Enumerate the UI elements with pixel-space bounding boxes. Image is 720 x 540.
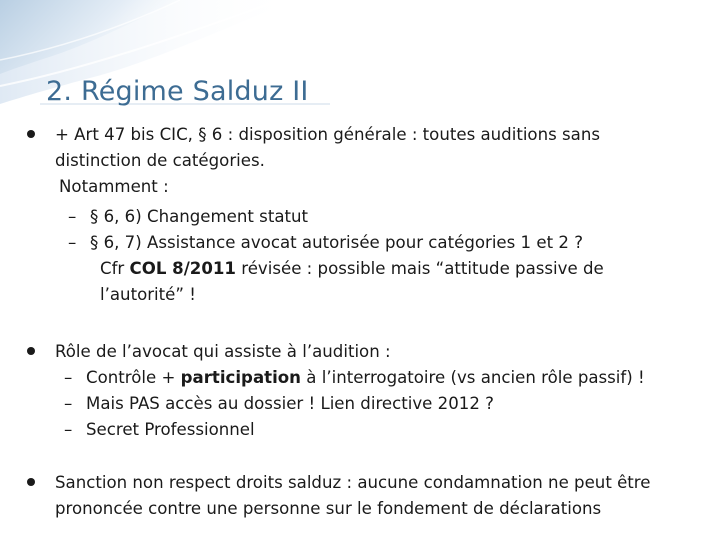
bullet-marker — [27, 347, 35, 355]
continuation-line — [55, 282, 604, 308]
text-span: révisée : possible mais “attitude passive de — [235, 259, 604, 278]
text-span: Mais PAS accès au dossier ! Lien directive 2012 ? — [86, 394, 494, 413]
bold-text: participation — [180, 368, 301, 387]
sub-item — [64, 417, 645, 443]
dash-marker: – — [64, 420, 73, 439]
sub-item — [64, 365, 645, 391]
bullet-sanction — [55, 470, 650, 522]
text-span: l’autorité” ! — [100, 285, 196, 304]
sub-item-text: § 6, 6) Changement statut — [90, 207, 309, 226]
dash-marker: – — [68, 207, 77, 226]
text-span: Secret Professionnel — [86, 420, 255, 439]
text-span: à l’interrogatoire (vs ancien rôle passif) ! — [300, 368, 645, 387]
slide-title: 2. Régime Salduz II — [46, 76, 309, 107]
bullet-line: Rôle de l’avocat qui assiste à l’audition : — [55, 342, 391, 361]
sub-item — [68, 230, 617, 256]
bullet-art-47 — [55, 122, 604, 308]
bullet-marker — [27, 130, 35, 138]
continuation-line — [55, 256, 604, 282]
bullet-line: Sanction non respect droits salduz : aucune condamnation ne peut être — [55, 473, 651, 492]
bullet-line: prononcée contre une personne sur le fondement de déclarations — [55, 499, 602, 518]
bullet-line: Notamment : — [59, 177, 169, 196]
sub-item — [68, 204, 617, 230]
text-span: Cfr — [100, 259, 130, 278]
bullet-role-avocat — [55, 339, 645, 443]
bold-text: COL 8/2011 — [129, 259, 236, 278]
bullet-line: + Art 47 bis CIC, § 6 : disposition générale : toutes auditions sans — [55, 125, 601, 144]
dash-marker: – — [68, 233, 77, 252]
text-span: Contrôle + — [86, 368, 181, 387]
sub-item — [64, 391, 645, 417]
bullet-marker — [27, 478, 35, 486]
bullet-line: distinction de catégories. — [55, 151, 265, 170]
sub-item-text: § 6, 7) Assistance avocat autorisée pour catégories 1 et 2 ? — [90, 233, 584, 252]
dash-marker: – — [64, 368, 73, 387]
dash-marker: – — [64, 394, 73, 413]
